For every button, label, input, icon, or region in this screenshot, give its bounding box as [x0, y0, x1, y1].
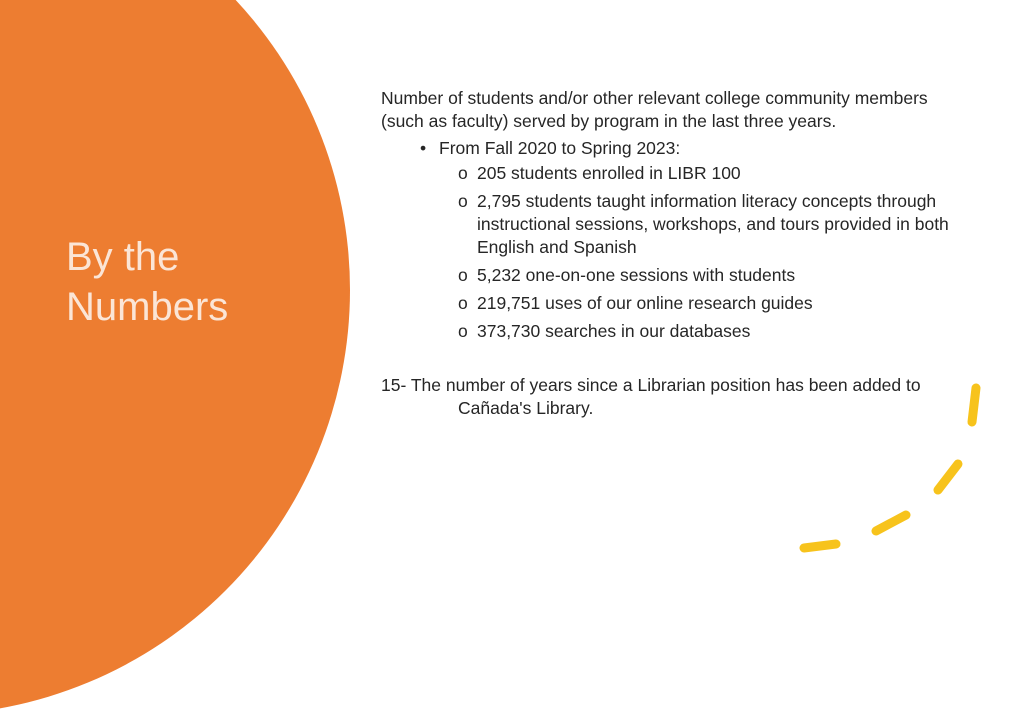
orange-circle-background — [0, 0, 350, 715]
sub-bullet-mark: o — [458, 321, 468, 341]
dash-segment — [876, 515, 906, 531]
stat-item-searches — [458, 320, 951, 343]
dash-segment — [972, 388, 976, 422]
bullet-mark: • — [420, 138, 427, 158]
stat-text: 2,795 students taught information literacy concepts through instructional sessions, workshops, and tours provided in both English and Spanish — [477, 191, 949, 257]
stat-item-taught — [458, 190, 951, 259]
period-bullet — [420, 137, 951, 160]
sub-bullet-mark: o — [458, 293, 468, 313]
librarian-years-note: 15- The number of years since a Librarian position has been added to Cañada's Library. — [381, 375, 921, 418]
stat-text: 205 students enrolled in LIBR 100 — [477, 163, 741, 183]
slide-content — [381, 87, 951, 420]
slide-title: By the Numbers — [66, 235, 229, 329]
sub-bullet-mark: o — [458, 191, 468, 211]
dash-segment — [938, 464, 958, 490]
stats-list — [381, 162, 951, 343]
stat-text: 5,232 one-on-one sessions with students — [477, 265, 796, 285]
dashed-arc-decoration — [790, 380, 990, 560]
stat-item-sessions — [458, 264, 951, 287]
stat-item-enrolled — [458, 162, 951, 185]
stat-item-guides — [458, 292, 951, 315]
intro-paragraph: Number of students and/or other relevant college community members (such as faculty) served by program in the last three years. — [381, 88, 928, 131]
stat-text: 219,751 uses of our online research guides — [477, 293, 813, 313]
sub-bullet-mark: o — [458, 265, 468, 285]
period-label: From Fall 2020 to Spring 2023: — [439, 138, 681, 158]
sub-bullet-mark: o — [458, 163, 468, 183]
stat-text: 373,730 searches in our databases — [477, 321, 751, 341]
dash-segment — [804, 544, 836, 548]
